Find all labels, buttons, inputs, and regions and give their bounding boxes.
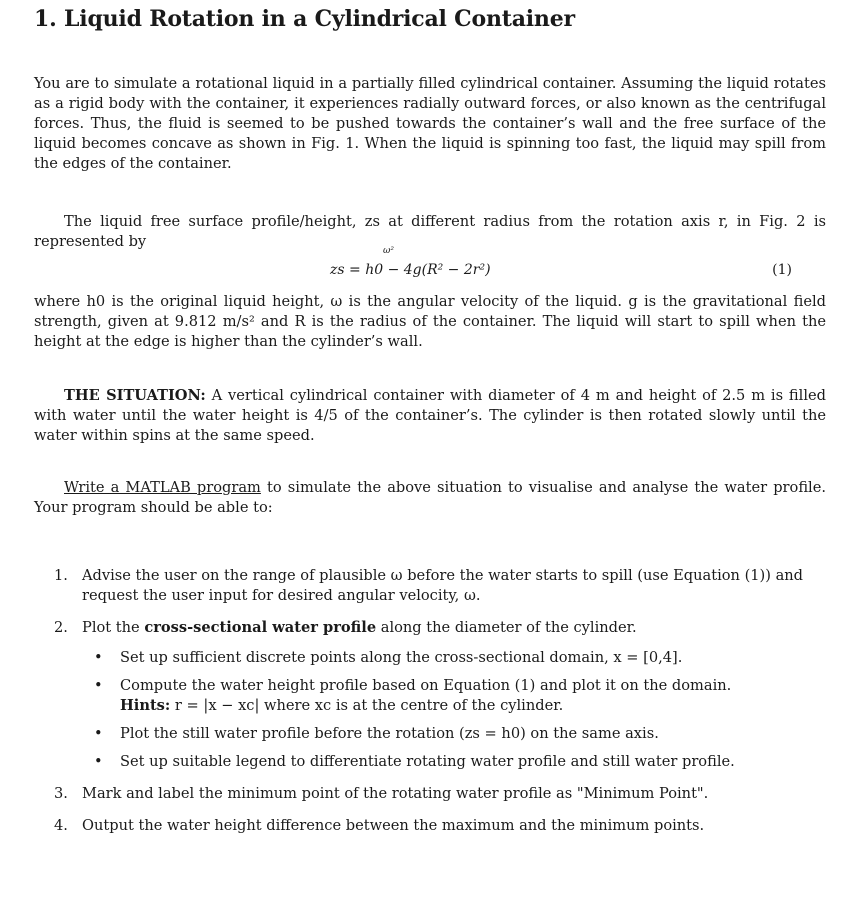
profile-paragraph: The liquid free surface profile/height, zs at different radius from the rotation axis r, in Fig. 2 is represented by [34,213,826,250]
bullet-item [82,676,814,716]
bullet-item [82,648,814,668]
task-2-bullets [82,648,814,772]
task-number: 2. [54,619,68,636]
bullet-text: Set up suitable legend to differentiate rotating water profile and still water profile. [120,753,735,770]
task-item-1 [54,566,814,606]
matlab-program-link[interactable]: Write a MATLAB program [64,479,261,496]
task-item-2 [54,618,814,772]
intro-paragraph: You are to simulate a rotational liquid in a partially filled cylindrical container. Assuming the liquid rotates as a rigid body with the container, it experiences radially outward forces, or also known as the centrifugal forces. Thus, the fluid is seemed to be pushed towards the container’s wall and the free surface of the liquid becomes concave as shown in Fig. 1. When the liquid is spinning too fast, the liquid may spill from the edges of the container. [34,75,826,172]
task-number: 1. [54,567,68,584]
task-text-post: along the diameter of the cylinder. [376,619,637,636]
hint-text: r = |x − xc| where xc is at the centre of the cylinder. [170,697,564,714]
equation-fraction-numerator: ω² [383,246,394,256]
task-text: Advise the user on the range of plausible ω before the water starts to spill (use Equation (1)) and request the user input for desired angular velocity, ω. [82,567,804,604]
task-text-pre: Plot the [82,619,145,636]
equation-expression: zs = h0 − 4g(R² − 2r²) [330,262,491,278]
bullet-icon: • [94,649,103,666]
task-number: 3. [54,785,68,802]
task-text: Mark and label the minimum point of the rotating water profile as "Minimum Point". [82,785,709,802]
task-list [54,566,814,836]
equation-1 [330,246,810,290]
task-text-bold: cross-sectional water profile [144,619,377,636]
where-paragraph: where h0 is the original liquid height, ω is the angular velocity of the liquid. g is the gravitational field strength, given at 9.812 m/s² and R is the radius of the container. The liquid will start to spill when the height at the edge is higher than the cylinder’s wall. [34,293,826,350]
bullet-text: Compute the water height profile based on Equation (1) and plot it on the domain. [120,677,732,694]
situation-paragraph [34,386,826,446]
program-text: to simulate the above situation to visualise and analyse the water profile. Your program should be able to: [34,479,826,516]
section-title: 1. Liquid Rotation in a Cylindrical Container [34,6,575,32]
situation-label: THE SITUATION: [64,387,206,404]
task-text: Output the water height difference between the maximum and the minimum points. [82,817,705,834]
task-item-4 [54,816,814,836]
bullet-text: Set up sufficient discrete points along the cross-sectional domain, x = [0,4]. [120,649,683,666]
bullet-icon: • [94,725,103,742]
task-number: 4. [54,817,68,834]
bullet-text: Plot the still water profile before the rotation (zs = h0) on the same axis. [120,725,659,742]
program-paragraph [34,478,826,518]
bullet-item [82,724,814,744]
situation-text: A vertical cylindrical container with diameter of 4 m and height of 2.5 m is filled with water until the water height is 4/5 of the container’s. The cylinder is then rotated slowly until the water within spins at the same speed. [34,387,826,444]
bullet-item [82,752,814,772]
task-item-3 [54,784,814,804]
hint-label: Hints: [120,697,171,714]
equation-number: (1) [772,262,792,278]
bullet-icon: • [94,677,103,694]
bullet-icon: • [94,753,103,770]
